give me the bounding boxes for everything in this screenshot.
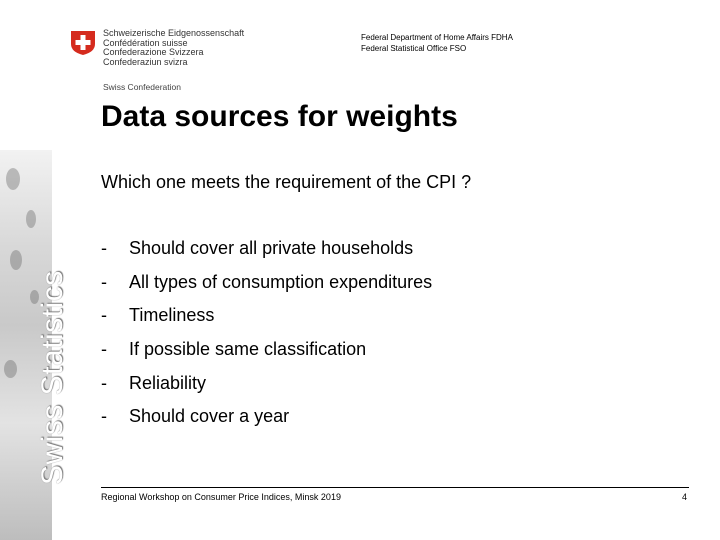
swiss-confederation-label: Swiss Confederation [103,82,181,92]
list-item [101,371,432,405]
confederation-name-de: Schweizerische Eidgenossenschaft [103,28,245,38]
swiss-cross-shield-icon [70,30,96,56]
bullet-dash: - [101,271,107,292]
page-number: 4 [681,492,687,502]
bullet-list [101,236,432,438]
list-item [101,270,432,304]
bullet-text: Should cover a year [129,406,290,427]
swiss-statistics-label: Swiss Statistics [36,270,69,485]
confederation-name-rm: Confederaziun svizra [103,56,188,67]
bullet-dash: - [101,372,107,393]
slide-title: Data sources for weights [101,100,458,133]
confederation-name-it: Confederazione Svizzera [103,47,204,58]
confederation-names [103,29,244,67]
bullet-text: Timeliness [129,305,215,326]
list-item [101,404,432,438]
bullet-dash: - [101,238,107,258]
bullet-dash: - [101,305,107,326]
footer-text: Regional Workshop on Consumer Price Indices, Minsk 2019 [101,492,341,502]
office-name: Federal Statistical Office FSO [361,44,467,53]
footer-divider [101,487,689,488]
slide-question: Which one meets the requirement of the CPI ? [101,172,472,192]
bullet-text: Reliability [129,372,207,393]
list-item [101,337,432,371]
bullet-dash: - [101,339,107,360]
bullet-dash: - [101,406,107,427]
department-name: Federal Department of Home Affairs FDHA [361,33,513,42]
list-item [101,303,432,337]
department-block [361,32,513,54]
bullet-text: Should cover all private households [129,238,414,258]
confederation-name-fr: Confédération suisse [103,37,188,48]
bullet-text: All types of consumption expenditures [129,271,433,292]
bullet-text: If possible same classification [129,339,367,360]
list-item [101,236,432,270]
